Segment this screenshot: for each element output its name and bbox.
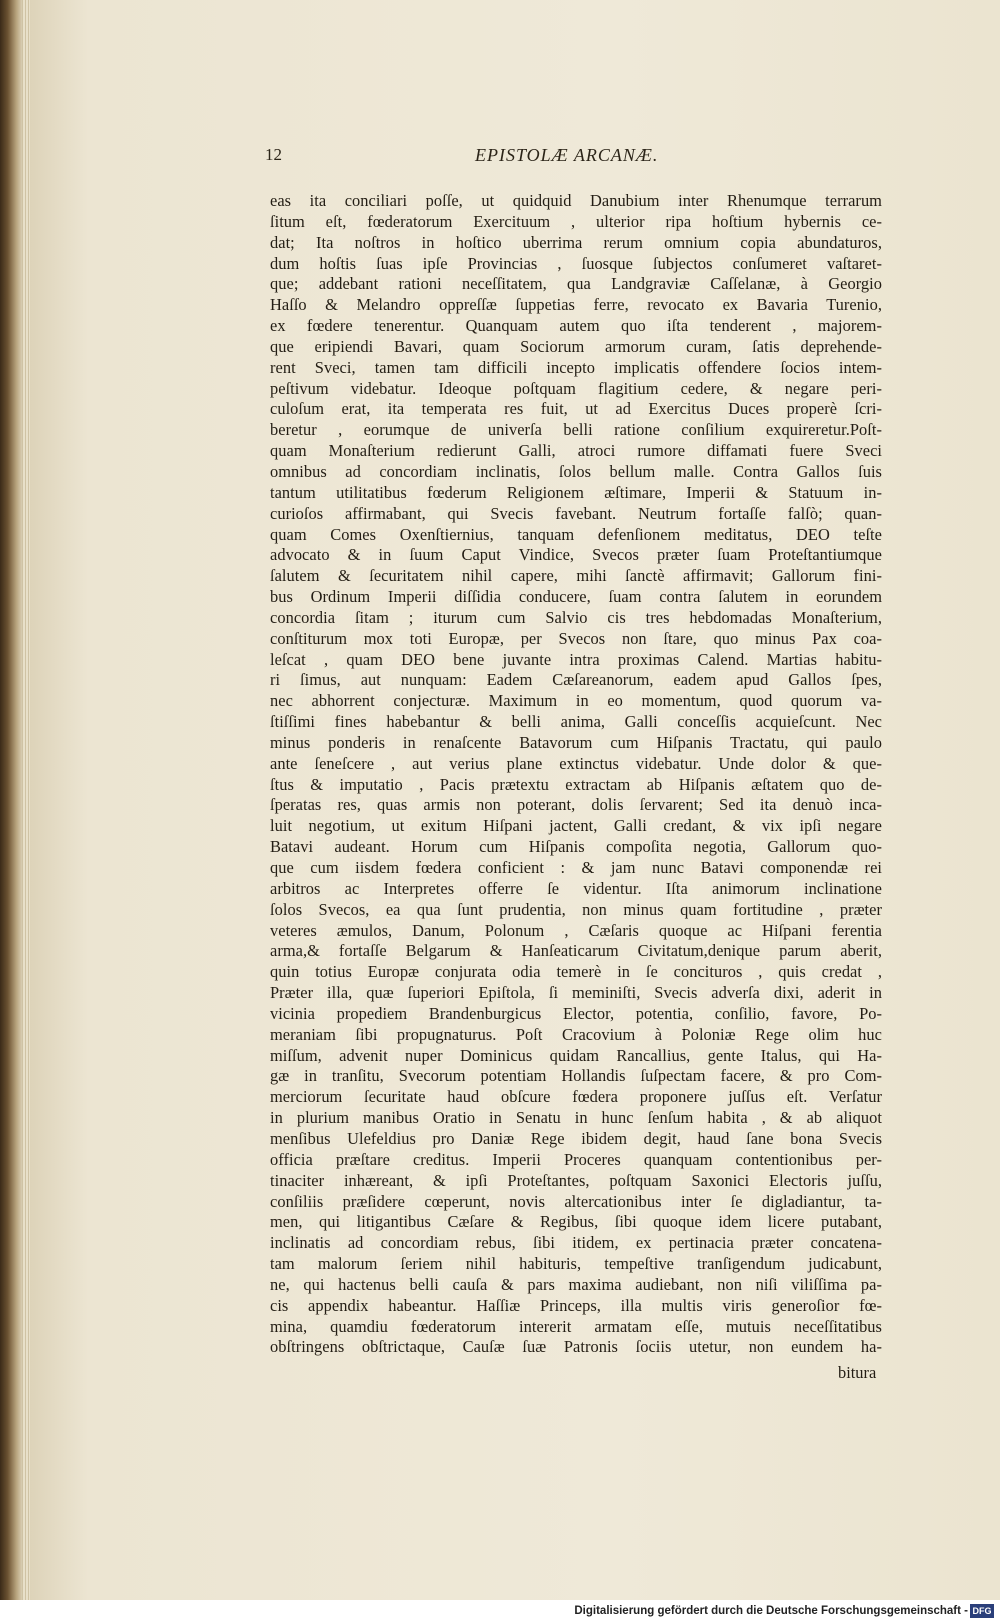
- footer-bar: [0, 1600, 1000, 1624]
- text-line: meraniam ſibi propugnaturus. Poſt Cracovium à Poloniæ Rege olim huc: [270, 1024, 882, 1044]
- text-line: Batavi audeant. Horum cum Hiſpanis compoſita negotia, Gallorum quo-: [270, 837, 882, 857]
- text-line: dum hoſtis ſuas ipſe Provincias , ſuosque ſubjectos conſumeret vaſtaret-: [270, 253, 882, 273]
- text-line: que cum iisdem fœdera conficient : & jam nunc Batavi componendæ rei: [270, 858, 882, 877]
- text-line: men, qui litigantibus Cæſare & Regibus, ſibi quoque idem licere putabant,: [270, 1212, 882, 1232]
- text-line: ri ſimus, aut nunquam: Eadem Cæſareanorum, eadem apud Gallos ſpes,: [270, 670, 882, 690]
- text-line: tinaciter inhæreant, & ipſi Proteſtantes, poſtquam Saxonici Electoris juſſu,: [270, 1170, 882, 1190]
- text-line: conſtiturum mox toti Europæ, per Svecos non ſtare, quo minus Pax coa-: [270, 628, 882, 648]
- text-line: gæ in tranſitu, Svecorum potentiam Hollandis ſuſpectam facere, & pro Com-: [270, 1066, 882, 1086]
- funding-credit: Digitalisierung gefördert durch die Deutsche Forschungsgemeinschaft -: [574, 1605, 968, 1617]
- text-line: curioſos affirmabant, qui Svecis favebant. Neutrum fortaſſe falſò; quan-: [270, 503, 882, 523]
- text-line: culoſum erat, ita temperata res fuit, ut ad Exercitus Duces properè ſcri-: [270, 399, 882, 419]
- book-spine: [0, 0, 22, 1600]
- text-line: cis appendix habeantur. Haſſiæ Princeps, illa multis viris generoſior fœ-: [270, 1295, 882, 1315]
- text-line: bus Ordinum Imperii diſſidia conducere, ſuam contra ſalutem in eorundem: [270, 587, 882, 607]
- text-line: in plurium manibus Oratio in Senatu in hunc ſenſum habita , & ab aliquot: [270, 1108, 882, 1128]
- text-line: ex fœdere tenerentur. Quanquam autem quo iſta tenderent , majorem-: [270, 316, 882, 336]
- body-text: [270, 191, 882, 1371]
- text-line: officia præſtare creditus. Imperii Proceres quanquam contentionibus per-: [270, 1149, 882, 1169]
- text-line: ante ſeneſcere , aut verius plane extinctus videbatur. Unde dolor & que-: [270, 753, 882, 773]
- text-line: ſalutem & ſecuritatem nihil capere, mihi ſanctè affirmavit; Gallorum fini-: [270, 566, 882, 586]
- text-line: dat; Ita noſtros in hoſtico uberrima rerum omnium copia abundaturos,: [270, 232, 882, 252]
- text-line: beretur , eorumque de univerſa belli ratione conſilium exquireretur.Poſt-: [270, 420, 882, 440]
- text-line: vicinia propediem Brandenburgicus Elector, potentia, conſilio, favore, Po-: [270, 1003, 882, 1023]
- text-line: rent Sveci, tamen tam difficili incepto implicatis offendere ſocios intem-: [270, 357, 882, 377]
- text-line: omnibus ad concordiam inclinatis, ſolos bellum malle. Contra Gallos ſuis: [270, 461, 882, 481]
- text-line: que eripiendi Bavari, quam Sociorum armorum curam, ſatis deprehende-: [270, 336, 882, 356]
- text-line: inclinatis ad concordiam rebus, ſibi itidem, ex pertinacia præter concatena-: [270, 1233, 882, 1253]
- text-line: ſolos Svecos, ea qua ſunt prudentia, non minus quam fortitudine , præter: [270, 899, 882, 919]
- text-line: minus ponderis in renaſcente Batavorum cum Hiſpanis Tractatu, qui paulo: [270, 732, 882, 752]
- text-line: Haſſo & Melandro oppreſſæ ſuppetias ferre, revocato ex Bavaria Turenio,: [270, 295, 882, 315]
- text-line: merciorum ſecuritate haud obſcure fœdera proponere juſſus eſt. Verſatur: [270, 1087, 882, 1107]
- text-line: eas ita conciliari poſſe, ut quidquid Danubium inter Rhenumque terrarum: [270, 191, 882, 210]
- text-line: luit negotium, ut exitum Hiſpani jactent, Galli credant, & vix ipſi negare: [270, 816, 882, 836]
- text-line: menſibus Ulefeldius pro Daniæ Rege ibidem degit, haud ſane bona Svecis: [270, 1128, 882, 1148]
- text-line: leſcat , quam DEO bene juvante intra proximas Calend. Martias habitu-: [270, 649, 882, 669]
- text-line: advocato & in ſuum Caput Vindice, Svecos præter ſuam Proteſtantiumque: [270, 545, 882, 565]
- text-line: Præter illa, quæ ſuperiori Epiſtola, ſi meminiſti, Svecis adverſa dixi, aderit in: [270, 983, 882, 1003]
- text-line: concordia ſitam ; iturum cum Salvio cis tres hebdomadas Monaſterium,: [270, 607, 882, 627]
- text-line: miſſum, advenit nuper Dominicus quidam Rancallius, gente Italus, qui Ha-: [270, 1045, 882, 1065]
- text-line: nec abhorrent conjecturæ. Maximum in eo momentum, quod quorum va-: [270, 691, 882, 711]
- text-line: arbitros ac Interpretes offerre ſe videntur. Iſta animorum inclinatione: [270, 878, 882, 898]
- text-line: quam Comes Oxenſtiernius, tanquam defenſionem meditatus, DEO teſte: [270, 524, 882, 544]
- text-line: ſitum eſt, fœderatorum Exercituum , ulterior ripa hoſtium hybernis ce-: [270, 211, 882, 231]
- catchword: bitura: [838, 1363, 877, 1382]
- page-edges: [22, 0, 30, 1600]
- text-line: ſtiſſimi fines habebantur & belli anima, Galli conceſſis acquieſcunt. Nec: [270, 712, 882, 732]
- text-line: veteres æmulos, Danum, Polonum , Cæſaris quoque ac Hiſpani ferentia: [270, 920, 882, 940]
- text-line: quin totius Europæ conjurata odia temerè in ſe concituros , quis credat ,: [270, 962, 882, 982]
- text-line: ne, qui hactenus belli cauſa & pars maxima audiebant, non niſi viliſſima pa-: [270, 1274, 882, 1294]
- text-line: arma,& fortaſſe Belgarum & Hanſeaticarum Civitatum,denique parum aberit,: [270, 941, 882, 961]
- text-line: ſperatas res, quas armis non poterant, dolis ſervarent; Sed ita denuò inca-: [270, 795, 882, 815]
- text-line: tantum utilitatibus fœderum Religionem æſtimare, Imperii & Statuum in-: [270, 482, 882, 502]
- text-line: quam Monaſterium redierunt Galli, atroci rumore diffamati fuere Sveci: [270, 441, 882, 461]
- text-line: peſtivum videbatur. Ideoque poſtquam flagitium cedere, & negare peri-: [270, 378, 882, 398]
- page-header: [265, 145, 885, 171]
- dfg-logo: DFG: [970, 1604, 994, 1618]
- text-line: mina, quamdiu fœderatorum intererit armatam eſſe, mutuis neceſſitatibus: [270, 1316, 882, 1336]
- text-line: conſiliis præſidere cœperunt, novis altercationibus inter ſe digladiantur, ta-: [270, 1191, 882, 1211]
- running-title: EPISTOLÆ ARCANÆ.: [475, 145, 659, 165]
- text-line: que; addebant rationi neceſſitatem, qua Landgraviæ Caſſelanæ, à Georgio: [270, 274, 882, 294]
- text-line: ſtus & imputatio , Pacis prætextu extractam ab Hiſpanis æſtatem quo de-: [270, 774, 882, 794]
- page-number: 12: [265, 145, 282, 164]
- text-line: tam malorum ſeriem nihil habituris, tempeſtive tranſigendum judicabunt,: [270, 1254, 882, 1274]
- text-line: obſtringens obſtrictaque, Cauſæ ſuæ Patronis ſociis utetur, non eundem ha-: [270, 1337, 882, 1357]
